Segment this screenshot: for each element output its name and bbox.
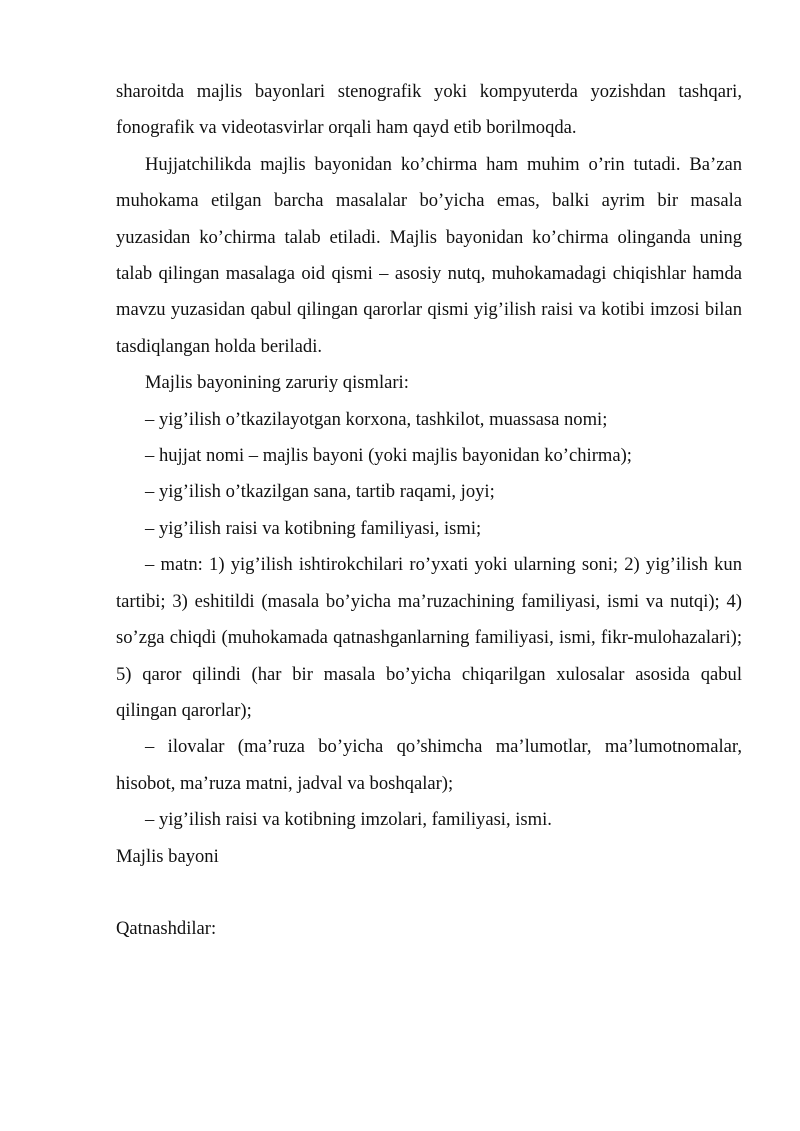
- spacer: [116, 875, 742, 911]
- paragraph-excerpt: Hujjatchilikda majlis bayonidan ko’chirma ham muhim o’rin tutadi. Ba’zan muhokama etilgan barcha masalalar bo’yicha emas, balki ayrim bir masala yuzasidan ko’chirma talab etiladi. Majlis bayonidan ko’chirma olinganda uning talab qilingan masalaga oid qismi – asosiy nutq, muhokamadagi chiqishlar hamda mavzu yuzasidan qabul qilingan qarorlar qismi yig’ilish raisi va kotibi imzosi bilan tasdiqlangan holda beriladi.: [116, 153, 742, 357]
- list-item-chair-secretary: – yig’ilish raisi va kotibning familiyasi, ismi;: [145, 517, 482, 539]
- list-item-attachments: – ilovalar (ma’ruza bo’yicha qo’shimcha ma’lumotlar, ma’lumotnomalar, hisobot, ma’ruza matni, jadval va boshqalar);: [116, 736, 742, 794]
- list-item-signatures: – yig’ilish raisi va kotibning imzolari, familiyasi, ismi.: [145, 809, 552, 831]
- list-intro: Majlis bayonining zaruriy qismlari:: [145, 372, 409, 394]
- paragraph-continuation: sharoitda majlis bayonlari stenografik yoki kompyuterda yozishdan tashqari, fonografik va videotasvirlar orqali ham qayd etib borilmoqda.: [116, 81, 742, 139]
- list-item-text: – matn: 1) yig’ilish ishtirokchilari ro’yxati yoki ularning soni; 2) yig’ilish kun tartibi; 3) eshitildi (masala bo’yicha ma’ruzachining familiyasi, ismi va nutqi); 4) so’zga chiqdi (muhokamada qatnashganlarning familiyasi, ismi, fikr-mulohazalari); 5) qaror qilindi (har bir masala bo’yicha chiqarilgan xulosalar asosida qabul qilingan qarorlar);: [116, 554, 742, 721]
- list-item-date: – yig’ilish o’tkazilgan sana, tartib raqami, joyi;: [145, 481, 495, 503]
- list-item-document-name: – hujjat nomi – majlis bayoni (yoki majlis bayonidan ko’chirma);: [145, 445, 632, 467]
- list-item-organization: – yig’ilish o’tkazilayotgan korxona, tashkilot, muassasa nomi;: [145, 408, 608, 430]
- participants-label: Qatnashdilar:: [116, 917, 217, 939]
- section-heading: Majlis bayoni: [116, 845, 219, 867]
